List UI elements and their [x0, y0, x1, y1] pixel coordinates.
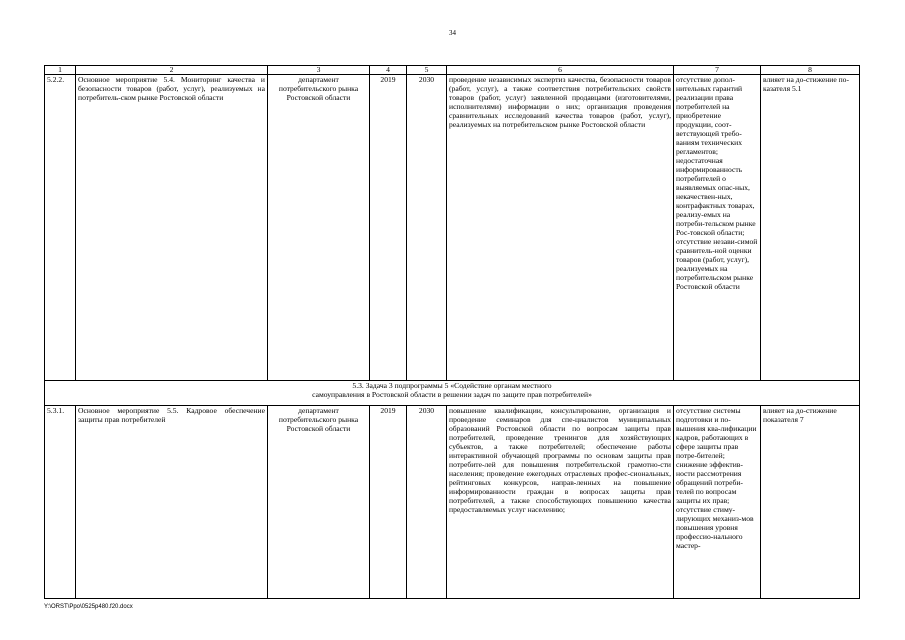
section-row [45, 381, 860, 406]
consequences: отсутствие допол-нительных гарантий реализации права потребителей на приобретение продукции, соот-ветствующей требо-ваниям технических регламентов; недостаточная информированность потребителей о выявляемых опас-ных, некачествен-ных, контрафактных товарах, реализу-емых на потреби-тельском рынке Рос-товской области; отсутствие незави-симой сравнитель-ной оценки товаров (работ, услуг), реализуемых на потребительском рынке Ростовской области [674, 75, 761, 381]
header-cell: 6 [447, 66, 674, 75]
indicator-link: влияет на до-стижение по-казателя 5.1 [761, 75, 860, 381]
header-cell: 4 [370, 66, 407, 75]
table-row [45, 406, 860, 599]
header-cell: 7 [674, 66, 761, 75]
start-year: 2019 [370, 406, 407, 599]
section-title-line1: 5.3. Задача 3 подпрограммы 5 «Содействие органам местного [352, 381, 552, 390]
consequences: отсутствие системы подготовки и по-вышения ква-лификации кадров, работающих в сфере защиты прав потре-бителей; снижение эффектив-ности рассмотрения обращений потреби-телей по вопросам защиты их прав; отсутствие стиму-лирующих механиз-мов повышения уровня профессио-нального мастер- [674, 406, 761, 599]
end-year: 2030 [407, 406, 447, 599]
file-path-footer: Y:\ORST\Ppo\0525p480.f20.docx [44, 604, 133, 610]
page-number: 34 [449, 29, 456, 37]
start-year: 2019 [370, 75, 407, 381]
header-cell: 3 [268, 66, 370, 75]
expected-result: повышение квалификации, консультирование, организация и проведение семинаров для спе-циалистов муниципальных образований Ростовской области по вопросам защиты прав потребителей, проведение тренингов для хозяйствующих субъектов, а также потребителей; обеспечение работы интерактивной обучающей программы по основам защиты прав потребите-лей для повышения потребительской грамотно-сти населения; проведение ежегодных отраслевых профес-сиональных, рейтинговых конкурсов, направ-ленных на повышение информированности граждан в вопросах защиты прав потребителей, а также способствующих повышению качества предоставляемых услуг населению; [447, 406, 674, 599]
activity-name: Основное мероприятие 5.5. Кадровое обеспечение защиты прав потребителей [76, 406, 268, 599]
row-number: 5.2.2. [45, 75, 76, 381]
table-row [45, 75, 860, 381]
header-cell: 2 [76, 66, 268, 75]
row-number: 5.3.1. [45, 406, 76, 599]
activity-name: Основное мероприятие 5.4. Мониторинг качества и безопасности товаров (работ, услуг), реализуемых на потребитель-ском рынке Ростовской области [76, 75, 268, 381]
indicator-link: влияет на до-стижение показателя 7 [761, 406, 860, 599]
executor: департамент потребительского рынка Ростовской области [268, 406, 370, 599]
header-cell: 5 [407, 66, 447, 75]
executor: департамент потребительского рынка Ростовской области [268, 75, 370, 381]
header-row [45, 66, 860, 75]
header-cell: 8 [761, 66, 860, 75]
header-cell: 1 [45, 66, 76, 75]
section-title-line2: самоуправления в Ростовской области в решении задач по защите прав потребителей» [312, 390, 592, 399]
end-year: 2030 [407, 75, 447, 381]
program-table [44, 65, 860, 599]
expected-result: проведение независимых экспертиз качества, безопасности товаров (работ, услуг), а также соответствия потребительских свойств товаров (работ, услуг) заявленной продавцами (изготовителями, исполнителями) информации о них; организация проведения сравнительных исследований качества товаров (работ, услуг), реализуемых на потребительском рынке Ростовской области [447, 75, 674, 381]
